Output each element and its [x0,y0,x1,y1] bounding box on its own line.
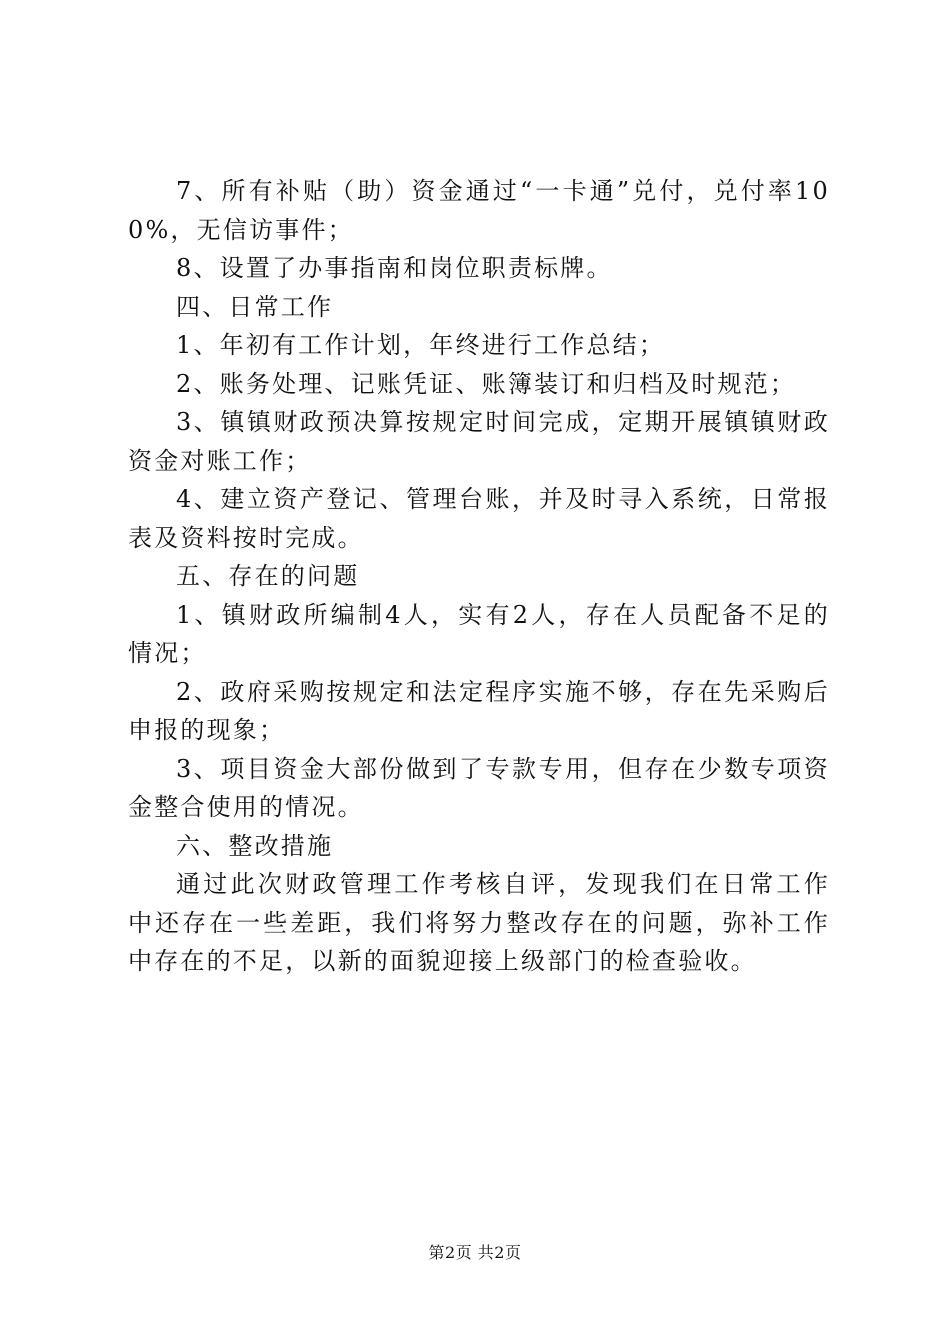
paragraph-work-plan: 1、年初有工作计划，年终进行工作总结； [176,331,666,359]
paragraph-conclusion: 通过此次财政管理工作考核自评，发现我们在日常工作中还存在一些差距，我们将努力整改存在的问题，弥补工作中存在的不足，以新的面貌迎接上级部门的检查验收。 [128,870,830,975]
paragraph-staffing: 1、镇财政所编制4人，实有2人，存在人员配备不足的情况； [128,600,830,667]
document-body [128,172,830,981]
paragraph-assets: 4、建立资产登记、管理台账，并及时寻入系统，日常报表及资料按时完成。 [128,485,830,552]
paragraph-guide-signs: 8、设置了办事指南和岗位职责标牌。 [176,254,613,282]
paragraph-budget: 3、镇镇财政预决算按规定时间完成，定期开展镇镇财政资金对账工作； [128,408,830,475]
paragraph-procurement: 2、政府采购按规定和法定程序实施不够，存在先采购后申报的现象； [128,677,830,744]
paragraph-accounting: 2、账务处理、记账凭证、账簿装订和归档及时规范； [176,369,797,398]
section-heading-rectification: 六、整改措施 [176,831,334,860]
paragraph-project-funds: 3、项目资金大部份做到了专款专用，但存在少数专项资金整合使用的情况。 [128,754,830,821]
section-heading-problems: 五、存在的问题 [176,562,360,590]
paragraph-subsidy-payment: 7、所有补贴（助）资金通过“一卡通”兑付，兑付率100%，无信访事件； [128,177,830,244]
section-heading-daily-work: 四、日常工作 [176,292,334,321]
page-number-footer: 第2页 共2页 [428,1243,522,1262]
